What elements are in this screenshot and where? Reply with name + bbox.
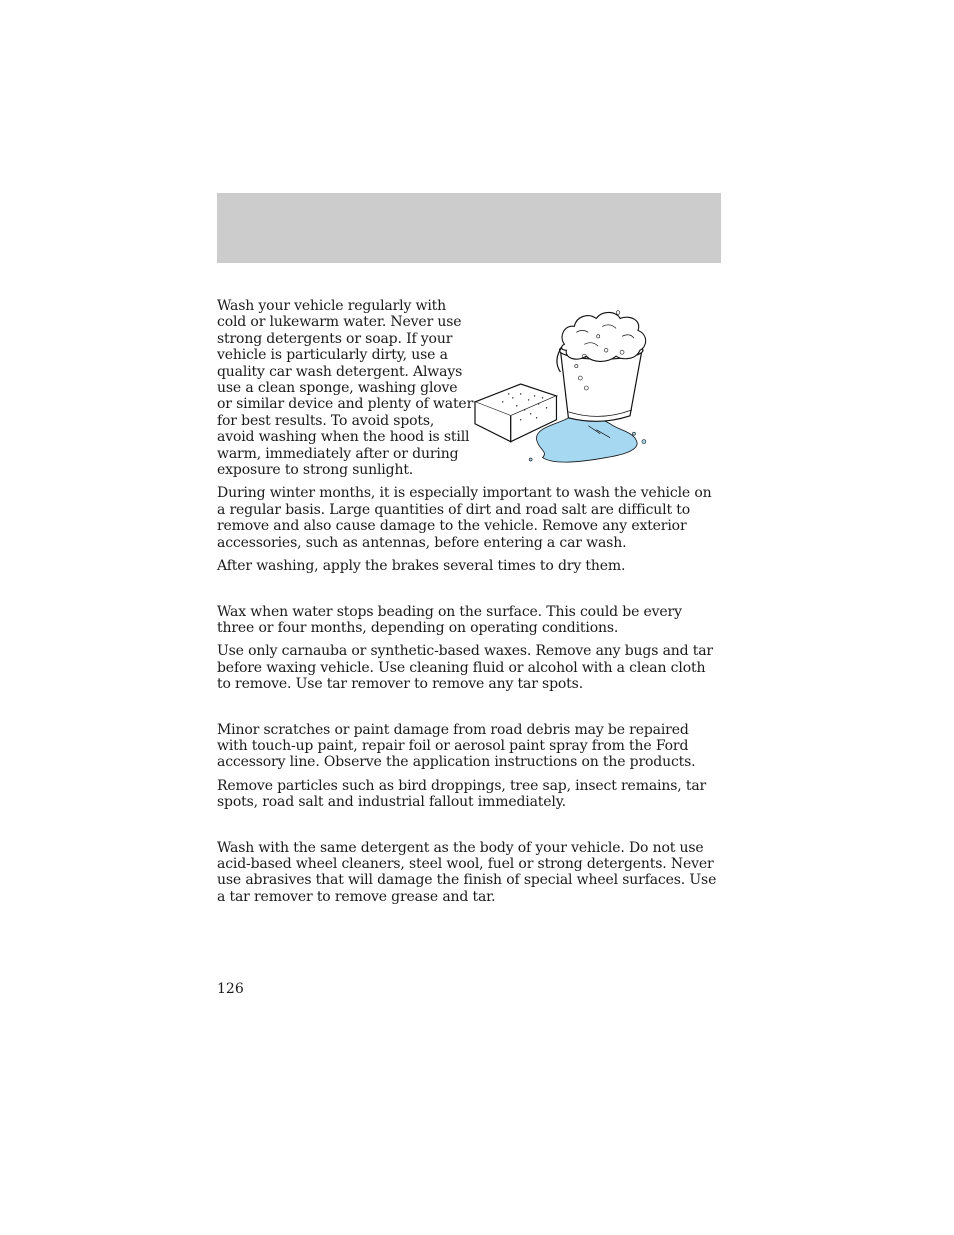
winter-washing-paragraph: During winter months, it is especially important to wash the vehicle on a regular basis. Large quantities of dirt and road salt are difficult to remove and also cause damage to the vehicle. Remove any exterior accessories, such as antennas, before entering a car wash. [217, 485, 712, 551]
page-content [217, 298, 721, 905]
waxing-products-paragraph: Use only carnauba or synthetic-based waxes. Remove any bugs and tar before waxing vehicle. Use cleaning fluid or alcohol with a clean cloth to remove. Use tar remover to remove any tar spots. [217, 643, 713, 693]
washing-intro-block [217, 298, 721, 478]
wheels-paragraph: Wash with the same detergent as the body of your vehicle. Do not use acid-based wheel cleaners, steel wool, fuel or strong detergents. Never use abrasives that will damage the finish of special wheel surfaces. Use a tar remover to remove grease and tar. [217, 839, 717, 905]
page-number: 126 [217, 981, 244, 997]
washing-intro-paragraph: Wash your vehicle regularly with cold or lukewarm water. Never use strong detergents or soap. If your vehicle is particularly dirty, use a quality car wash detergent. Always use a clean sponge, washing glove or similar device and plenty of water for best results. To avoid spots, avoid washing when the hood is still warm, immediately after or during exposure to strong sunlight. [217, 298, 474, 479]
brakes-paragraph: After washing, apply the brakes several times to dry them. [217, 558, 626, 575]
waxing-when-paragraph: Wax when water stops beading on the surface. This could be every three or four months, depending on operating conditions. [217, 603, 682, 636]
section-header-bar [217, 193, 721, 263]
paint-repair-paragraph: Minor scratches or paint damage from road debris may be repaired with touch-up paint, repair foil or aerosol paint spray from the Ford accessory line. Observe the application instructions on the products. [217, 721, 696, 771]
paint-particles-paragraph: Remove particles such as bird droppings, tree sap, insect remains, tar spots, road salt and industrial fallout immediately. [217, 777, 707, 811]
bucket-sponge-illustration [473, 302, 686, 472]
